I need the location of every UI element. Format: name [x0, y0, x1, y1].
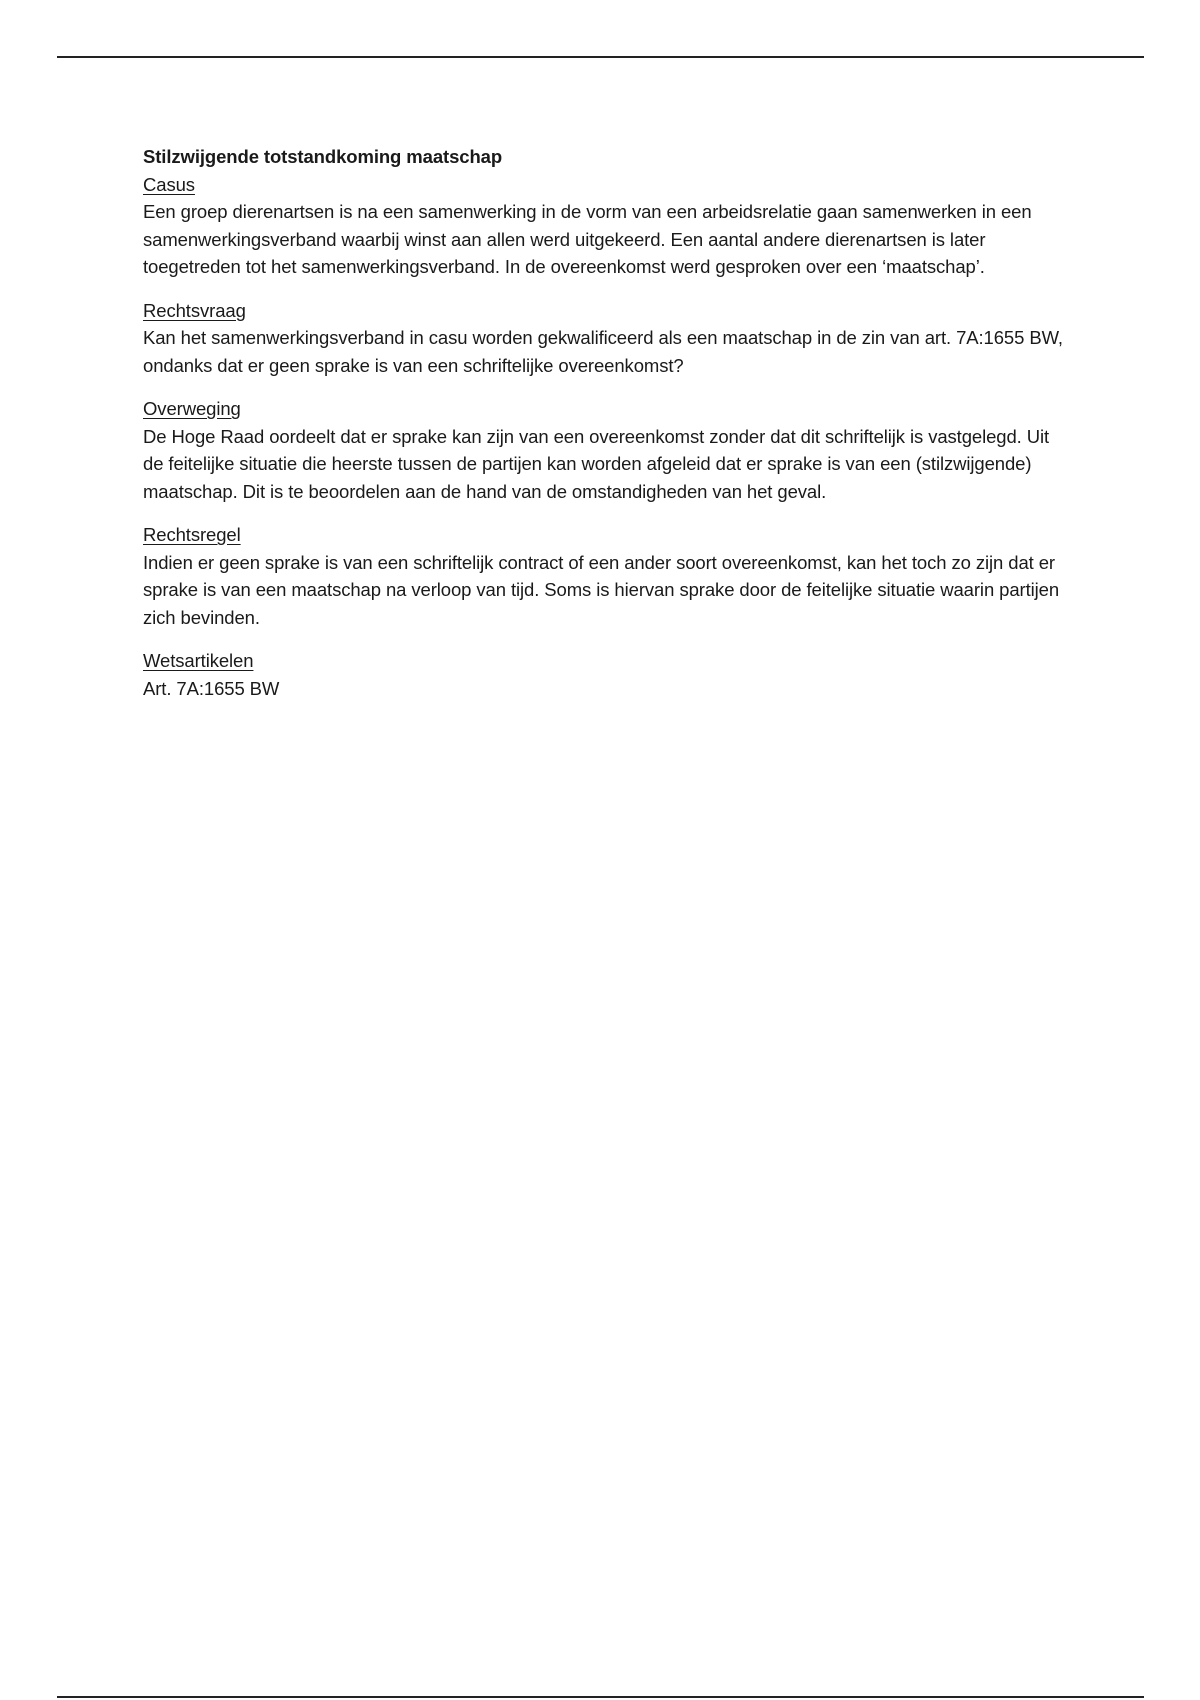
- section-wetsartikelen: [143, 647, 1073, 702]
- document-body: [143, 143, 1073, 718]
- section-heading-rechtsregel: Rechtsregel: [143, 524, 241, 545]
- footer-rule: [57, 1696, 1144, 1698]
- section-body-overweging: De Hoge Raad oordeelt dat er sprake kan zijn van een overeenkomst zonder dat dit schriftelijk is vastgelegd. Uit de feitelijke situatie die heerste tussen de partijen kan worden afgeleid dat er sprake is van een (stilzwijgende) maatschap. Dit is te beoordelen aan de hand van de omstandigheden van het geval.: [143, 425, 1050, 502]
- section-heading-casus: Casus: [143, 173, 195, 195]
- section-body-rechtsvraag: Kan het samenwerkingsverband in casu worden gekwalificeerd als een maatschap in de zin van art. 7A:1655 BW, ondanks dat er geen sprake is van een schriftelijke overeenkomst?: [143, 327, 1063, 376]
- section-rechtsregel: [143, 521, 1073, 631]
- header-rule: [57, 56, 1144, 58]
- section-body-wetsartikelen: Art. 7A:1655 BW: [143, 677, 280, 699]
- section-body-rechtsregel: Indien er geen sprake is van een schriftelijk contract of een ander soort overeenkomst, kan het toch zo zijn dat er sprake is van een maatschap na verloop van tijd. Soms is hiervan sprake door de feitelijke situatie waarin partijen zich bevinden.: [143, 551, 1060, 628]
- section-heading-rechtsvraag: Rechtsvraag: [143, 299, 246, 321]
- section-casus: [143, 171, 1073, 281]
- section-rechtsvraag: [143, 297, 1073, 380]
- section-overweging: [143, 395, 1073, 505]
- document-title: Stilzwijgende totstandkoming maatschap: [143, 146, 503, 167]
- section-heading-wetsartikelen: Wetsartikelen: [143, 650, 254, 671]
- section-body-casus: Een groep dierenartsen is na een samenwerking in de vorm van een arbeidsrelatie gaan samenwerken in een samenwerkingsverband waarbij winst aan allen werd uitgekeerd. Een aantal andere dierenartsen is later toegetreden tot het samenwerkingsverband. In de overeenkomst werd gesproken over een ‘maatschap’.: [143, 201, 1032, 277]
- section-heading-overweging: Overweging: [143, 398, 241, 419]
